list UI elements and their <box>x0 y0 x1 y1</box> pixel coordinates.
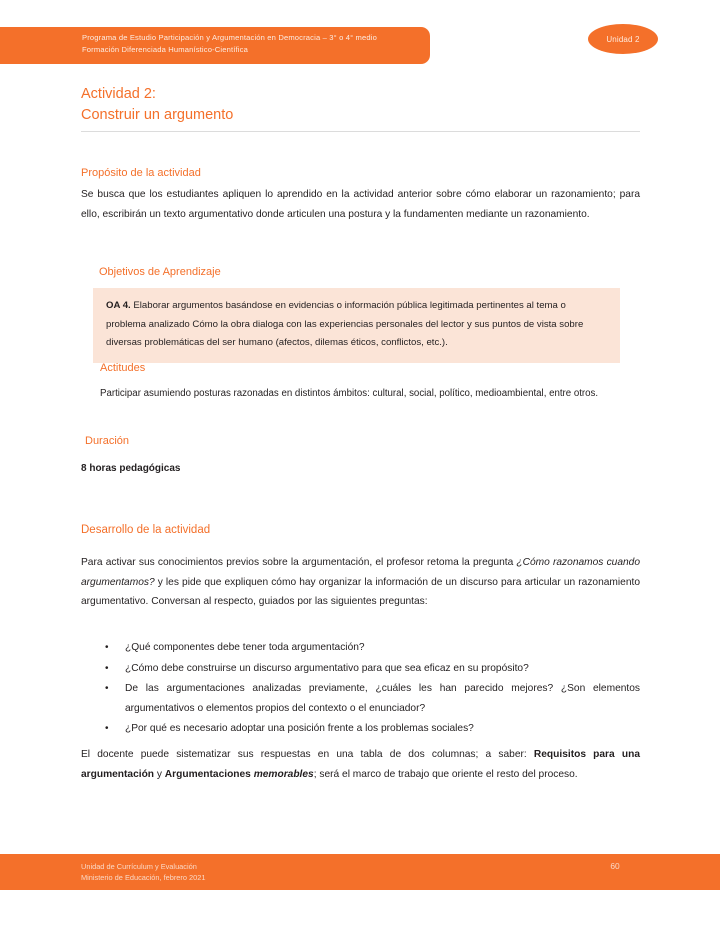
desarrollo-intro-part1: Para activar sus conocimientos previos sobre la argumentación, el profesor retoma la pregunta <box>81 557 517 568</box>
activity-title-line2: Construir un argumento <box>81 107 234 123</box>
question-list <box>81 638 640 740</box>
activity-title-line1: Actividad 2: <box>81 86 156 102</box>
duracion-text: 8 horas pedagógicas <box>81 463 181 474</box>
list-item: • ¿Cómo debe construirse un discurso argumentativo para que sea eficaz en su propósito? <box>81 659 640 679</box>
objetivos-code: OA 4. <box>106 300 131 311</box>
actitudes-text: Participar asumiendo posturas razonadas en distintos ámbitos: cultural, social, político, medioambiental, entre otros. <box>100 388 599 399</box>
desarrollo-heading: Desarrollo de la actividad <box>81 524 211 536</box>
list-item: • De las argumentaciones analizadas previamente, ¿cuáles les han parecido mejores? ¿Son elementos argumentativos o elementos propios del contexto o el enunciador? <box>81 679 640 718</box>
closing-part3: ; será el marco de trabajo que oriente el resto del proceso. <box>313 768 578 780</box>
list-item: • ¿Por qué es necesario adoptar una posición frente a los problemas sociales? <box>81 719 640 739</box>
desarrollo-intro-part2: y les pide que expliquen cómo hay organizar la información de un discurso para articular un razonamiento argumentativo. Conversan al respecto, guiados por las siguientes preguntas: <box>81 576 640 607</box>
proposito-text: Se busca que los estudiantes apliquen lo aprendido en la actividad anterior sobre cómo elaborar un razonamiento; para ello, escribirán un texto argumentativo donde articulen una postura y la fundamenten mediante un razonamiento. <box>81 189 640 220</box>
footer-line2: Ministerio de Educación, febrero 2021 <box>81 873 206 882</box>
closing-bold-argumentaciones: Argumentaciones <box>164 768 254 780</box>
closing-bold-italic-memorables: memorables <box>253 768 314 780</box>
page-title <box>81 84 641 126</box>
desarrollo-intro-question: ¿Cómo razonamos cuando argumentamos? <box>81 557 640 588</box>
footer-text <box>81 861 205 883</box>
title-divider <box>81 131 640 132</box>
objetivos-text <box>106 297 607 353</box>
actitudes-heading: Actitudes <box>100 362 146 374</box>
desarrollo-intro <box>81 553 640 612</box>
footer-line1: Unidad de Currículum y Evaluación <box>81 862 197 871</box>
header-formation-line: Formación Diferenciada Humanístico-Científica <box>82 44 248 54</box>
list-item: • ¿Qué componentes debe tener toda argumentación? <box>81 638 640 658</box>
unit-badge: Unidad 2 <box>588 24 658 54</box>
objetivos-box <box>93 288 620 363</box>
header-program-line: Programa de Estudio Participación y Argumentación en Democracia – 3° o 4° medio <box>82 33 377 42</box>
closing-part2: y <box>154 768 165 780</box>
header-banner <box>0 27 430 64</box>
objetivos-heading: Objetivos de Aprendizaje <box>99 266 221 278</box>
page-number: 60 <box>610 861 620 871</box>
objetivos-description: Elaborar argumentos basándose en evidencias o información pública legitimada pertinentes al tema o problema analizado Cómo la obra dialoga con las experiencias personales del lector y sus puntos de vista sobre diversas problemáticas del ser humano (afectos, dilemas éticos, conflictos, etc.). <box>106 300 584 348</box>
desarrollo-closing <box>81 745 640 784</box>
closing-bold-requisitos: Requisitos para una argumentación <box>81 749 640 780</box>
closing-part1: El docente puede sistematizar sus respuestas en una tabla de dos columnas; a saber: <box>81 749 534 760</box>
duracion-heading: Duración <box>85 435 130 447</box>
proposito-heading: Propósito de la actividad <box>81 167 201 179</box>
